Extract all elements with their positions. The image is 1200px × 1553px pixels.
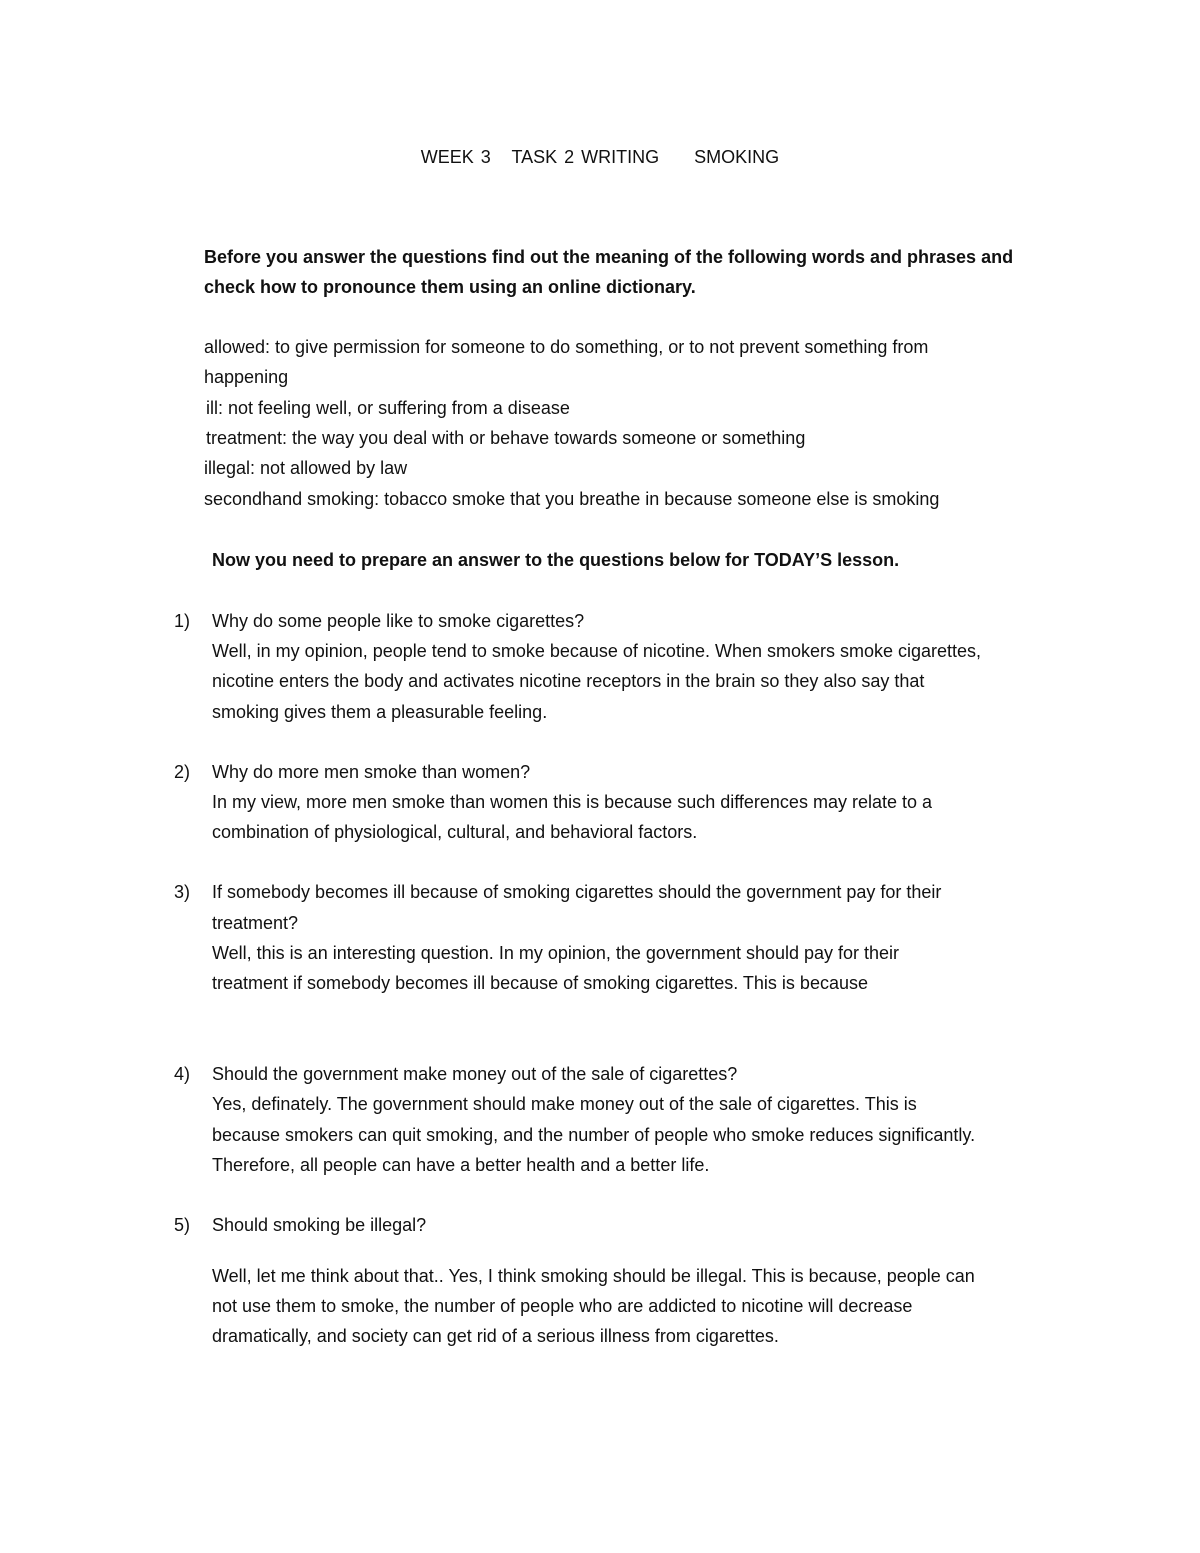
page-title: WEEK 3 TASK 2 WRITING SMOKING <box>420 147 780 167</box>
answer-2-line-1: In my view, more men smoke than women this is because such differences may relate to a <box>212 792 932 812</box>
vocab-secondhand-smoking: secondhand smoking: tobacco smoke that you breathe in because someone else is smoking <box>204 489 940 509</box>
question-3-text-cont: treatment? <box>212 913 299 933</box>
answer-4-line-2: because smokers can quit smoking, and the number of people who smoke reduces significantly. <box>212 1125 976 1145</box>
answer-3-line-2: treatment if somebody becomes ill because of smoking cigarettes. This is because <box>212 973 868 993</box>
question-4-number: 4) <box>174 1064 191 1084</box>
answer-3-line-1: Well, this is an interesting question. In my opinion, the government should pay for their <box>212 943 900 963</box>
vocab-allowed: allowed: to give permission for someone to do something, or to not prevent something from <box>204 337 929 357</box>
question-3-text: If somebody becomes ill because of smoking cigarettes should the government pay for their <box>212 882 942 902</box>
answer-5-line-1: Well, let me think about that.. Yes, I think smoking should be illegal. This is because, people can <box>212 1266 975 1286</box>
prompt-line: Now you need to prepare an answer to the questions below for TODAY’S lesson. <box>212 550 900 570</box>
answer-4-line-1: Yes, definately. The government should make money out of the sale of cigarettes. This is <box>212 1094 917 1114</box>
instructions-line-2: check how to pronounce them using an online dictionary. <box>204 277 696 297</box>
question-5-text: Should smoking be illegal? <box>212 1215 427 1235</box>
vocab-ill: ill: not feeling well, or suffering from a disease <box>206 398 570 418</box>
answer-1-line-1: Well, in my opinion, people tend to smoke because of nicotine. When smokers smoke cigarettes, <box>212 641 982 661</box>
answer-1-line-3: smoking gives them a pleasurable feeling. <box>212 702 548 722</box>
question-5-number: 5) <box>174 1215 191 1235</box>
answer-4-line-3: Therefore, all people can have a better health and a better life. <box>212 1155 710 1175</box>
question-2-number: 2) <box>174 762 191 782</box>
question-3-number: 3) <box>174 882 191 902</box>
question-4-text: Should the government make money out of the sale of cigarettes? <box>212 1064 738 1084</box>
instructions-line-1: Before you answer the questions find out the meaning of the following words and phrases and <box>204 247 1014 267</box>
question-2-text: Why do more men smoke than women? <box>212 762 531 782</box>
answer-1-line-2: nicotine enters the body and activates nicotine receptors in the brain so they also say that <box>212 671 925 691</box>
answer-2-line-2: combination of physiological, cultural, and behavioral factors. <box>212 822 698 842</box>
answer-5-line-3: dramatically, and society can get rid of a serious illness from cigarettes. <box>212 1326 779 1346</box>
vocab-allowed-cont: happening <box>204 367 289 387</box>
vocab-treatment: treatment: the way you deal with or behave towards someone or something <box>206 428 806 448</box>
question-1-text: Why do some people like to smoke cigarettes? <box>212 611 585 631</box>
vocab-illegal: illegal: not allowed by law <box>204 458 408 478</box>
question-1-number: 1) <box>174 611 191 631</box>
answer-5-line-2: not use them to smoke, the number of people who are addicted to nicotine will decrease <box>212 1296 913 1316</box>
